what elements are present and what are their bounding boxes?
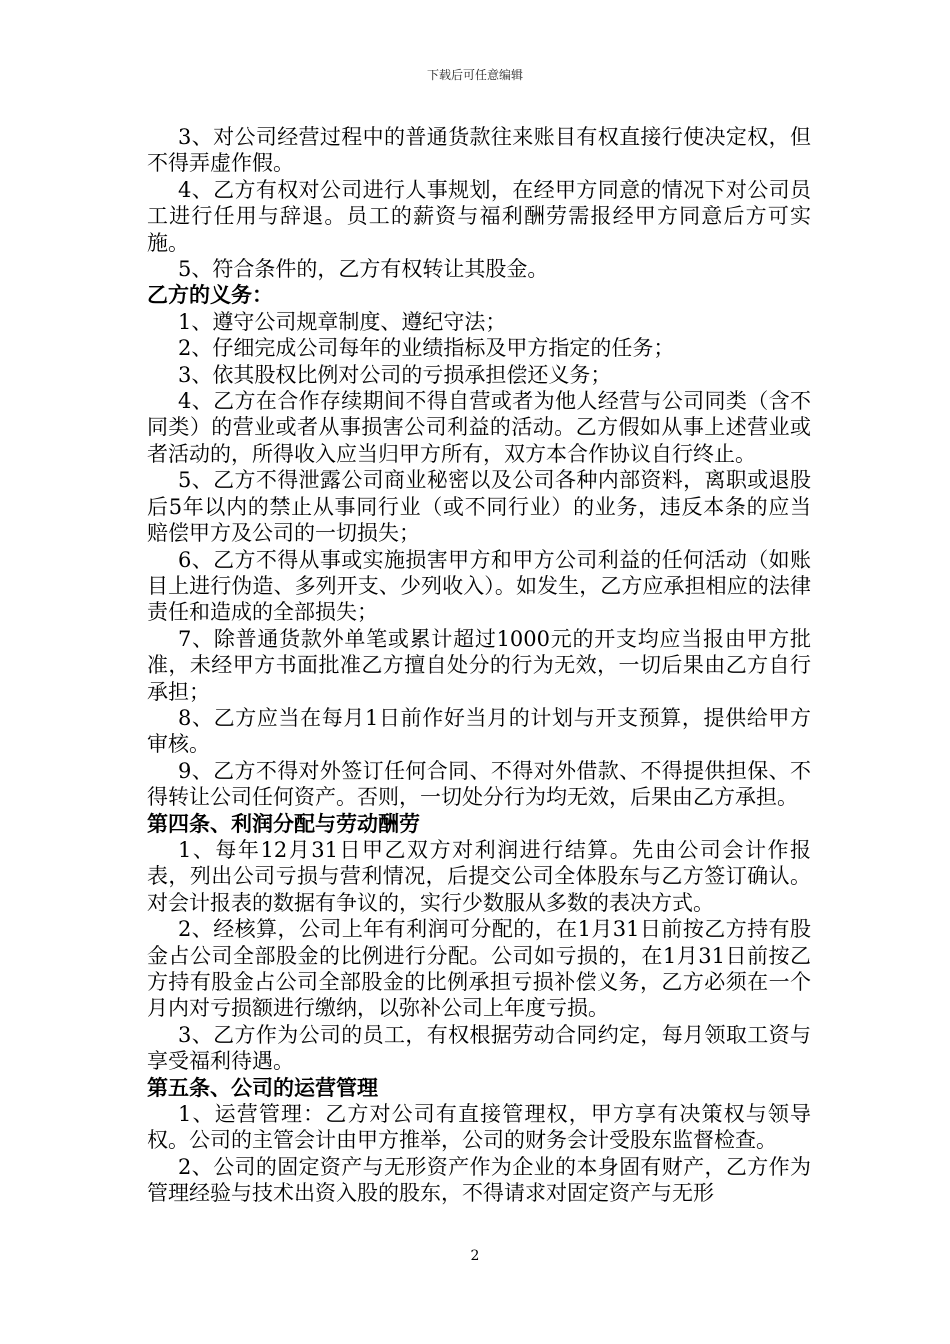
paragraph: 3、依其股权比例对公司的亏损承担偿还义务； bbox=[178, 362, 612, 387]
paragraph: 1、每年12月31日甲乙双方对利润进行结算。先由公司会计作报表，列出公司亏损与营利情况，后提交公司全体股东与乙方签订确认。对会计报表的数据有争议的，实行少数服从多数的表决方式。 bbox=[147, 837, 811, 915]
section-heading: 第四条、利润分配与劳动酬劳 bbox=[147, 810, 420, 836]
paragraph: 6、乙方不得从事或实施损害甲方和甲方公司利益的任何活动（如账目上进行伪造、多列开支、少列收入）。如发生，乙方应承担相应的法律责任和造成的全部损失； bbox=[147, 547, 811, 625]
document-body bbox=[147, 124, 811, 1207]
paragraph: 2、经核算，公司上年有利润可分配的，在1月31日前按乙方持有股金占公司全部股金的比例进行分配。公司如亏损的，在1月31日前按乙方持有股金占公司全部股金的比例承担亏损补偿义务，乙方必须在一个月内对亏损额进行缴纳，以弥补公司上年度亏损。 bbox=[147, 917, 811, 1021]
paragraph: 2、仔细完成公司每年的业绩指标及甲方指定的任务； bbox=[178, 336, 675, 361]
paragraph: 4、乙方在合作存续期间不得自营或者为他人经营与公司同类（含不同类）的营业或者从事损害公司利益的活动。乙方假如从事上述营业或者活动的，所得收入应当归甲方所有，双方本合作协议自行终止。 bbox=[147, 389, 811, 466]
paragraph: 9、乙方不得对外签订任何合同、不得对外借款、不得提供担保、不得转让公司任何资产。否则，一切处分行为均无效，后果由乙方承担。 bbox=[147, 758, 811, 810]
paragraph: 1、遵守公司规章制度、遵纪守法； bbox=[178, 309, 507, 334]
section-heading: 第五条、公司的运营管理 bbox=[147, 1074, 378, 1100]
paragraph: 3、乙方作为公司的员工，有权根据劳动合同约定，每月领取工资与享受福利待遇。 bbox=[147, 1022, 811, 1074]
paragraph: 5、乙方不得泄露公司商业秘密以及公司各种内部资料，离职或退股后5年以内的禁止从事同行业（或不同行业）的业务，违反本条的应当赔偿甲方及公司的一切损失； bbox=[147, 468, 811, 546]
page-number: 2 bbox=[470, 1248, 480, 1264]
section-heading: 乙方的义务： bbox=[147, 282, 273, 308]
paragraph: 5、符合条件的，乙方有权转让其股金。 bbox=[178, 257, 549, 282]
paragraph: 8、乙方应当在每月1日前作好当月的计划与开支预算，提供给甲方审核。 bbox=[147, 705, 811, 757]
page-header: 下载后可任意编辑 bbox=[426, 68, 523, 82]
paragraph: 3、对公司经营过程中的普通货款往来账目有权直接行使决定权，但不得弄虚作假。 bbox=[147, 125, 811, 176]
paragraph: 2、公司的固定资产与无形资产作为企业的本身固有财产，乙方作为管理经验与技术出资入股的股东，不得请求对固定资产与无形 bbox=[147, 1154, 811, 1206]
paragraph: 7、除普通货款外单笔或累计超过1000元的开支均应当报由甲方批准，未经甲方书面批准乙方擅自处分的行为无效，一切后果由乙方自行承担； bbox=[147, 626, 811, 704]
paragraph: 1、运营管理：乙方对公司有直接管理权，甲方享有决策权与领导权。公司的主管会计由甲方推举，公司的财务会计受股东监督检查。 bbox=[147, 1102, 811, 1153]
paragraph: 4、乙方有权对公司进行人事规划，在经甲方同意的情况下对公司员工进行任用与辞退。员工的薪资与福利酬劳需报经甲方同意后方可实施。 bbox=[147, 177, 811, 255]
